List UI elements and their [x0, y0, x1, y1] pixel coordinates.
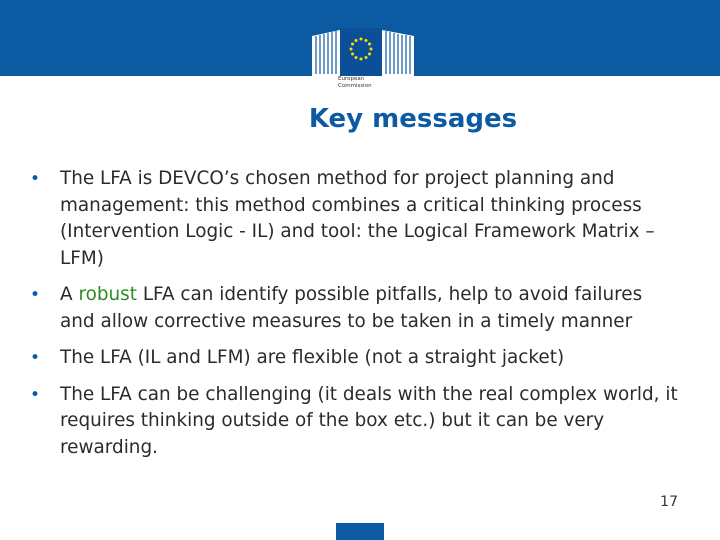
logo-wordmark [338, 76, 372, 90]
footer-bar [336, 523, 384, 540]
bullet-item-2 [30, 282, 680, 335]
page-number: 17 [660, 494, 678, 510]
bullet-item-1: • The LFA is DEVCO’s chosen method for project planning and management: this method combines a critical thinking process (Intervention Logic - IL) and tool: the Logical Framework Matrix – LFM) [30, 166, 680, 272]
slide-title: Key messages [308, 104, 518, 134]
bullet-2-suffix: LFA can identify possible pitfalls, help to avoid failures and allow corrective measures to be taken in a timely manner [60, 284, 643, 332]
bullet-item-4: • The LFA can be challenging (it deals with the real complex world, it requires thinking outside of the box etc.) but it can be very rewarding. [30, 382, 680, 462]
bullet-2-prefix: A [60, 284, 79, 305]
bullet-item-3: • The LFA (IL and LFM) are flexible (not a straight jacket) [30, 345, 680, 372]
bullet-2-highlight: robust [78, 284, 137, 305]
logo-line-2: Commission [338, 83, 372, 89]
logo-line-1: European [338, 76, 365, 82]
bullet-list [30, 166, 680, 471]
